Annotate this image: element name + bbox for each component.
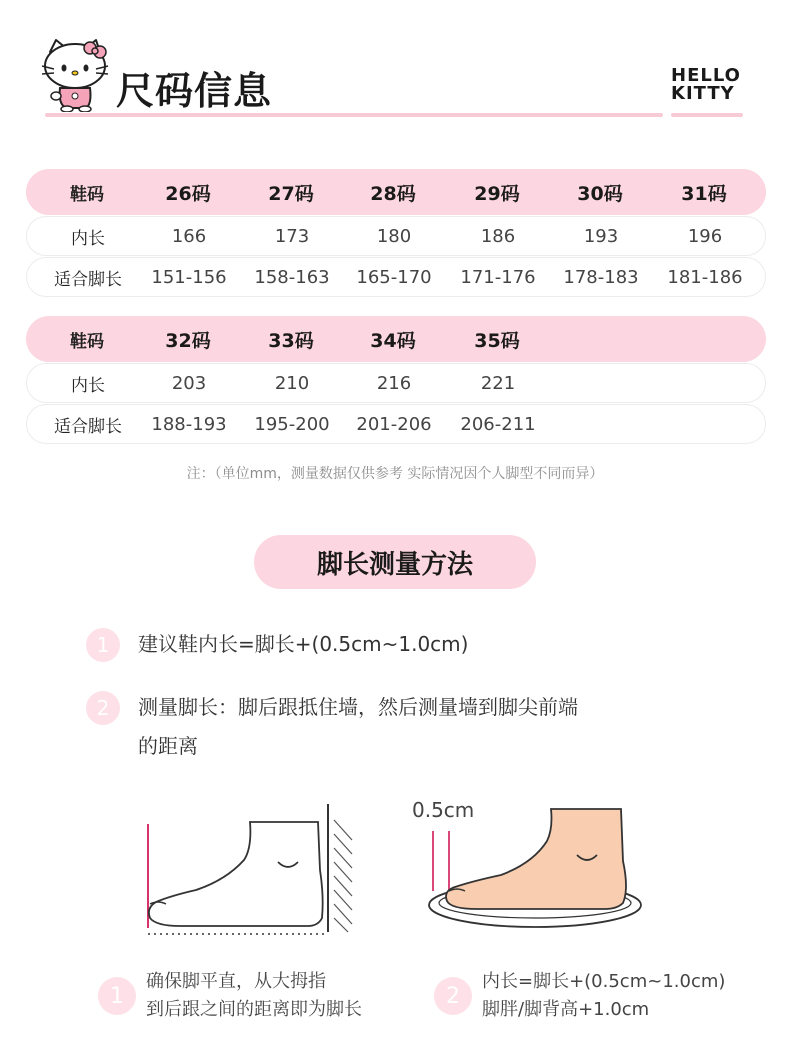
table-cell: 171-176 xyxy=(460,266,536,288)
table-header-cell: 26码 xyxy=(165,182,211,205)
table-cell: 166 xyxy=(171,225,207,247)
table-cell: 201-206 xyxy=(356,413,432,435)
page-title: 尺码信息 xyxy=(116,69,273,113)
table-cell: 165-170 xyxy=(356,266,432,288)
title-underline xyxy=(45,113,663,117)
step-text: 的距离 xyxy=(138,734,198,758)
table-header-cell: 35码 xyxy=(474,329,520,352)
table-header-cell: 33码 xyxy=(268,329,314,352)
brand-underline xyxy=(671,113,743,117)
step-number-badge: 1 xyxy=(86,628,120,662)
table-cell: 180 xyxy=(376,225,412,247)
table-row xyxy=(26,257,766,297)
brand-logo xyxy=(671,67,741,103)
table-cell: 181-186 xyxy=(667,266,743,288)
table-row xyxy=(26,404,766,444)
table-cell: 203 xyxy=(171,372,207,394)
table-header-row xyxy=(26,169,766,215)
table-cell: 216 xyxy=(376,372,412,394)
table-cell: 适合脚长 xyxy=(54,416,122,437)
caption-text: 内长=脚长+(0.5cm~1.0cm) xyxy=(482,971,726,992)
table-header-cell: 29码 xyxy=(474,182,520,205)
table-cell: 188-193 xyxy=(151,413,227,435)
table-row xyxy=(26,216,766,256)
table-cell: 210 xyxy=(274,372,310,394)
table-header-cell: 34码 xyxy=(370,329,416,352)
table-cell: 195-200 xyxy=(254,413,330,435)
gap-measure-label: 0.5cm xyxy=(412,798,475,822)
size-table-1 xyxy=(26,169,766,297)
step-number-badge: 2 xyxy=(86,691,120,725)
table-cell: 206-211 xyxy=(460,413,536,435)
table-cell: 196 xyxy=(687,225,723,247)
table-header-cell: 鞋码 xyxy=(70,184,104,205)
table-cell: 173 xyxy=(274,225,310,247)
table-cell: 151-156 xyxy=(151,266,227,288)
table-cell: 158-163 xyxy=(254,266,330,288)
table-header-cell: 32码 xyxy=(165,329,211,352)
caption-text: 确保脚平直，从大拇指 xyxy=(146,971,326,992)
table-header-cell: 28码 xyxy=(370,182,416,205)
step-text: 建议鞋内长=脚长+(0.5cm~1.0cm) xyxy=(138,632,469,656)
table-cell: 221 xyxy=(480,372,516,394)
foot-against-wall-illustration xyxy=(140,800,360,940)
brand-line-1: HELLO xyxy=(671,65,741,86)
table-cell: 内长 xyxy=(71,228,105,249)
table-header-cell: 31码 xyxy=(681,182,727,205)
brand-line-2: KITTY xyxy=(671,83,735,104)
hello-kitty-logo-icon xyxy=(40,38,110,112)
table-header-cell: 30码 xyxy=(577,182,623,205)
table-header-cell: 27码 xyxy=(268,182,314,205)
table-cell: 193 xyxy=(583,225,619,247)
table-note: 注：（单位mm，测量数据仅供参考 实际情况因个人脚型不同而异） xyxy=(186,466,604,482)
table-row xyxy=(26,363,766,403)
caption-number-badge: 1 xyxy=(98,977,136,1015)
caption-text: 脚胖/脚背高+1.0cm xyxy=(482,999,650,1020)
page-header xyxy=(0,0,790,130)
table-header-cell: 鞋码 xyxy=(70,331,104,352)
table-cell: 适合脚长 xyxy=(54,269,122,290)
method-title: 脚长测量方法 xyxy=(254,535,536,589)
foot-on-insole-illustration xyxy=(425,805,650,940)
table-cell: 内长 xyxy=(71,375,105,396)
table-cell: 186 xyxy=(480,225,516,247)
caption-text: 到后跟之间的距离即为脚长 xyxy=(146,999,362,1020)
table-header-row xyxy=(26,316,766,362)
size-table-2 xyxy=(26,316,766,444)
caption-number-badge: 2 xyxy=(434,977,472,1015)
step-text: 测量脚长：脚后跟抵住墙，然后测量墙到脚尖前端 xyxy=(138,695,578,719)
table-cell: 178-183 xyxy=(563,266,639,288)
